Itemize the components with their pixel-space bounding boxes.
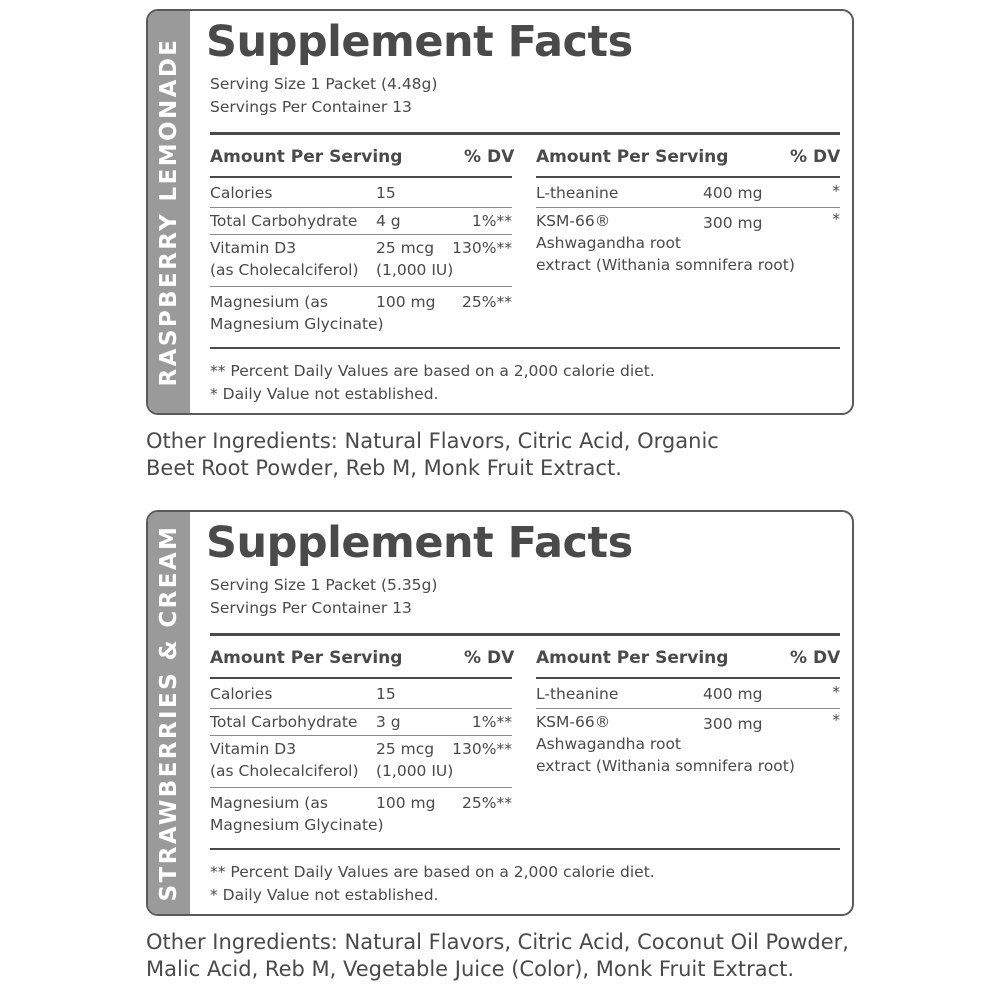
row-amount: 100 mg: [376, 794, 436, 812]
row-divider: [210, 207, 512, 208]
right-header-rule: [536, 677, 840, 679]
serving-size: Serving Size 1 Packet (4.48g): [210, 75, 438, 93]
row-name-line2: Ashwagandha root: [536, 735, 682, 753]
supplement-facts-panel-raspberry-lemonade: [146, 9, 854, 415]
row-amount: 100 mg: [376, 293, 436, 311]
row-name-line3: extract (Withania somnifera root): [536, 757, 795, 775]
right-amount-header: Amount Per Serving: [536, 648, 729, 668]
row-name: Total Carbohydrate: [210, 212, 358, 230]
footnote-percent-dv: ** Percent Daily Values are based on a 2,000 calorie diet.: [210, 362, 655, 380]
flavor-sidebar: [148, 11, 190, 413]
row-name: Calories: [210, 184, 273, 202]
row-name-line2: Magnesium Glycinate): [210, 315, 384, 333]
right-amount-header: Amount Per Serving: [536, 147, 729, 167]
row-dv: 25%**: [462, 293, 512, 311]
right-header-rule: [536, 176, 840, 178]
thick-divider: [210, 633, 840, 636]
row-name: Calories: [210, 685, 273, 703]
row-name: Magnesium (as: [210, 293, 328, 311]
left-dv-header: % DV: [464, 648, 515, 668]
other-ingredients-line1: Other Ingredients: Natural Flavors, Citric Acid, Organic: [146, 429, 719, 453]
left-header-rule: [210, 176, 512, 178]
row-name-line2: Magnesium Glycinate): [210, 816, 384, 834]
other-ingredients: [146, 428, 866, 482]
serving-size: Serving Size 1 Packet (5.35g): [210, 576, 438, 594]
row-dv: 130%**: [452, 239, 512, 257]
flavor-label: RASPBERRY LEMONADE: [156, 37, 182, 387]
footnote-not-established: * Daily Value not established.: [210, 886, 439, 904]
panel-title: Supplement Facts: [206, 518, 633, 568]
row-dv: 1%**: [471, 212, 512, 230]
flavor-sidebar: [148, 512, 190, 914]
row-name: KSM-66®: [536, 713, 611, 731]
other-ingredients-line2: Malic Acid, Reb M, Vegetable Juice (Color), Monk Fruit Extract.: [146, 957, 795, 981]
row-amount: 25 mcg: [376, 740, 435, 758]
row-dv: *: [832, 711, 840, 729]
row-name-line3: extract (Withania somnifera root): [536, 256, 795, 274]
row-name: Vitamin D3: [210, 239, 297, 257]
row-amount: 3 g: [376, 713, 401, 731]
row-divider: [210, 234, 512, 235]
row-amount: 400 mg: [703, 685, 763, 703]
row-amount: 300 mg: [703, 214, 763, 232]
row-dv: *: [832, 210, 840, 228]
left-dv-header: % DV: [464, 147, 515, 167]
row-name: Vitamin D3: [210, 740, 297, 758]
row-name: L-theanine: [536, 685, 619, 703]
footnote-percent-dv: ** Percent Daily Values are based on a 2,000 calorie diet.: [210, 863, 655, 881]
bottom-divider: [210, 347, 840, 349]
row-name: L-theanine: [536, 184, 619, 202]
row-amount: 25 mcg: [376, 239, 435, 257]
row-dv: *: [832, 683, 840, 701]
row-amount-line2: (1,000 IU): [376, 261, 454, 279]
panel-title: Supplement Facts: [206, 17, 633, 67]
bottom-divider: [210, 848, 840, 850]
other-ingredients-line1: Other Ingredients: Natural Flavors, Citric Acid, Coconut Oil Powder,: [146, 930, 849, 954]
servings-per-container: Servings Per Container 13: [210, 98, 412, 116]
row-name-line2: (as Cholecalciferol): [210, 261, 359, 279]
row-name-line2: (as Cholecalciferol): [210, 762, 359, 780]
left-header-rule: [210, 677, 512, 679]
row-amount: 400 mg: [703, 184, 763, 202]
row-dv: 130%**: [452, 740, 512, 758]
row-divider: [210, 286, 512, 287]
flavor-label: STRAWBERRIES & CREAM: [156, 524, 182, 902]
row-dv: *: [832, 182, 840, 200]
row-divider: [210, 708, 512, 709]
row-amount-line2: (1,000 IU): [376, 762, 454, 780]
row-divider: [210, 735, 512, 736]
supplement-facts-panel-strawberries-cream: [146, 510, 854, 916]
footnote-not-established: * Daily Value not established.: [210, 385, 439, 403]
row-amount: 300 mg: [703, 715, 763, 733]
right-dv-header: % DV: [790, 147, 841, 167]
row-name: Magnesium (as: [210, 794, 328, 812]
servings-per-container: Servings Per Container 13: [210, 599, 412, 617]
row-dv: 1%**: [471, 713, 512, 731]
row-amount: 15: [376, 685, 396, 703]
row-amount: 4 g: [376, 212, 401, 230]
row-amount: 15: [376, 184, 396, 202]
other-ingredients-line2: Beet Root Powder, Reb M, Monk Fruit Extract.: [146, 456, 622, 480]
row-name: KSM-66®: [536, 212, 611, 230]
other-ingredients: [146, 929, 866, 983]
left-amount-header: Amount Per Serving: [210, 648, 403, 668]
right-dv-header: % DV: [790, 648, 841, 668]
row-name: Total Carbohydrate: [210, 713, 358, 731]
row-divider: [210, 787, 512, 788]
left-amount-header: Amount Per Serving: [210, 147, 403, 167]
row-name-line2: Ashwagandha root: [536, 234, 682, 252]
thick-divider: [210, 132, 840, 135]
row-dv: 25%**: [462, 794, 512, 812]
